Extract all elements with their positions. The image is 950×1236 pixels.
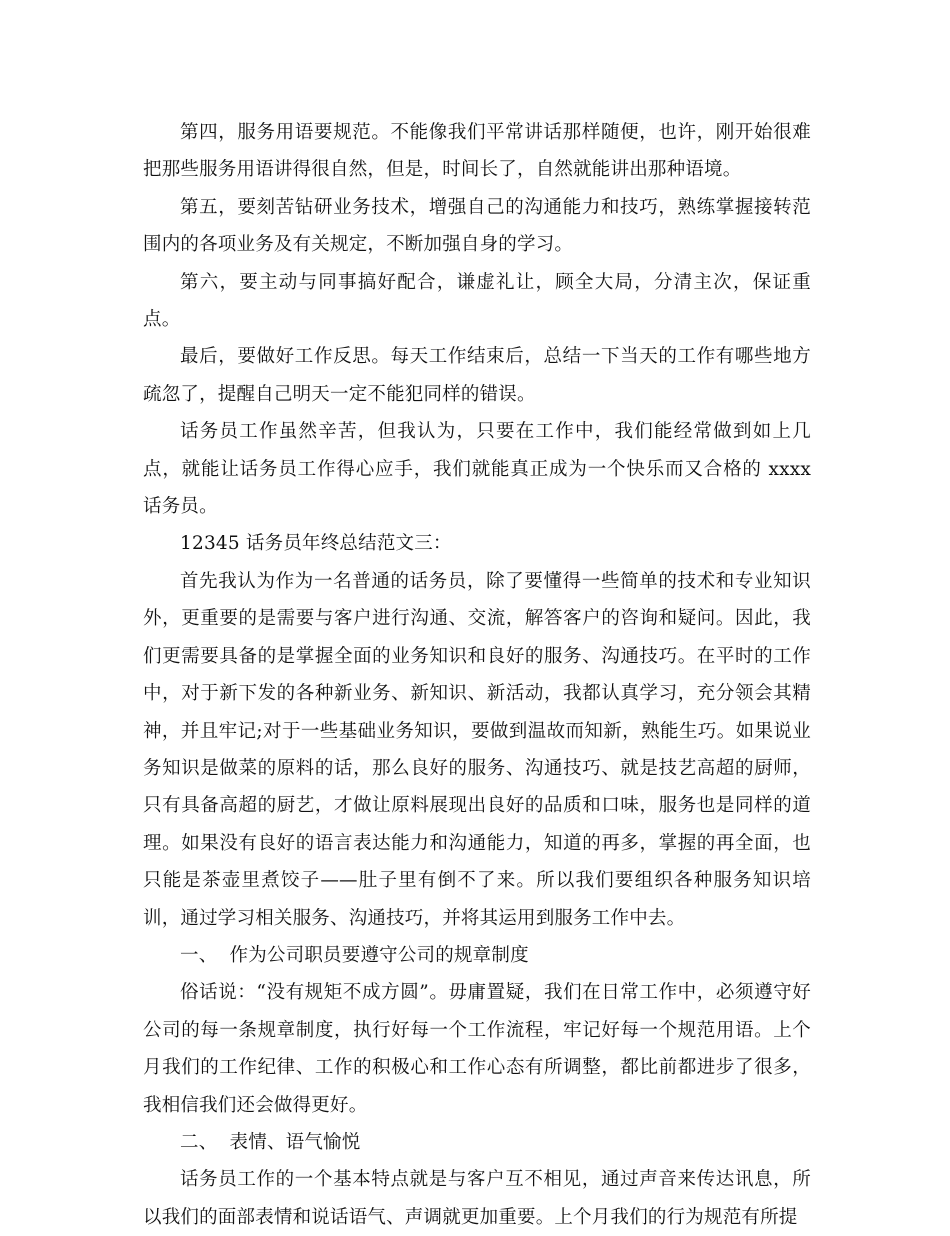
paragraph-point-five: 第五，要刻苦钻研业务技术，增强自己的沟通能力和技巧，熟练掌握接转范围内的各项业务及有关规定，不断加强自身的学习。 — [143, 196, 811, 256]
paragraph-finally: 最后，要做好工作反思。每天工作结束后，总结一下当天的工作有哪些地方疏忽了，提醒自己明天一定不能犯同样的错误。 — [143, 346, 811, 405]
paragraph-rules: 俗话说：“没有规矩不成方圆”。毋庸置疑，我们在日常工作中，必须遵守好公司的每一条规章制度，执行好每一个工作流程，牢记好每一个规范用语。上个月我们的工作纪律、工作的积极心和工作心态有所调整，都比前都进步了很多，我相信我们还会做得更好。 — [143, 982, 811, 1116]
document-body — [143, 114, 811, 1236]
paragraph-sample-three-intro: 首先我认为作为一名普通的话务员，除了要懂得一些简单的技术和专业知识外，更重要的是需要与客户进行沟通、交流，解答客户的咨询和疑问。因此，我们更需要具备的是掌握全面的业务知识和良好的服务、沟通技巧。在平时的工作中，对于新下发的各种新业务、新知识、新活动，我都认真学习，充分领会其精神，并且牢记;对于一些基础业务知识，要做到温故而知新，熟能生巧。如果说业务知识是做菜的原料的话，那么良好的服务、沟通技巧、就是技艺高超的厨师，只有具备高超的厨艺，才做让原料展现出良好的品质和口味，服务也是同样的道理。如果没有良好的语言表达能力和沟通能力，知道的再多，掌握的再全面，也只能是茶壶里煮饺子——肚子里有倒不了来。所以我们要组织各种服务知识培训，通过学习相关服务、沟通技巧，并将其运用到服务工作中去。 — [143, 570, 811, 929]
heading-two-expression: 二、 表情、语气愉悦 — [180, 1131, 361, 1153]
paragraph-point-six: 第六，要主动与同事搞好配合，谦虚礼让，顾全大局，分清主次，保证重点。 — [143, 271, 811, 331]
paragraph-point-four: 第四，服务用语要规范。不能像我们平常讲话那样随便，也许，刚开始很难把那些服务用语讲得很自然，但是，时间长了，自然就能讲出那种语境。 — [143, 122, 811, 181]
heading-one-rules: 一、 作为公司职员要遵守公司的规章制度 — [180, 944, 529, 966]
section-title-sample-three: 12345 话务员年终总结范文三： — [180, 533, 452, 555]
paragraph-expression: 话务员工作的一个基本特点就是与客户互不相见，通过声音来传达讯息，所以我们的面部表情和说话语气、声调就更加重要。上个月我们的行为规范有所提 — [143, 1169, 811, 1228]
paragraph-conclusion: 话务员工作虽然辛苦，但我认为，只要在工作中，我们能经常做到如上几点，就能让话务员工作得心应手，我们就能真正成为一个快乐而又合格的 xxxx 话务员。 — [143, 421, 811, 518]
